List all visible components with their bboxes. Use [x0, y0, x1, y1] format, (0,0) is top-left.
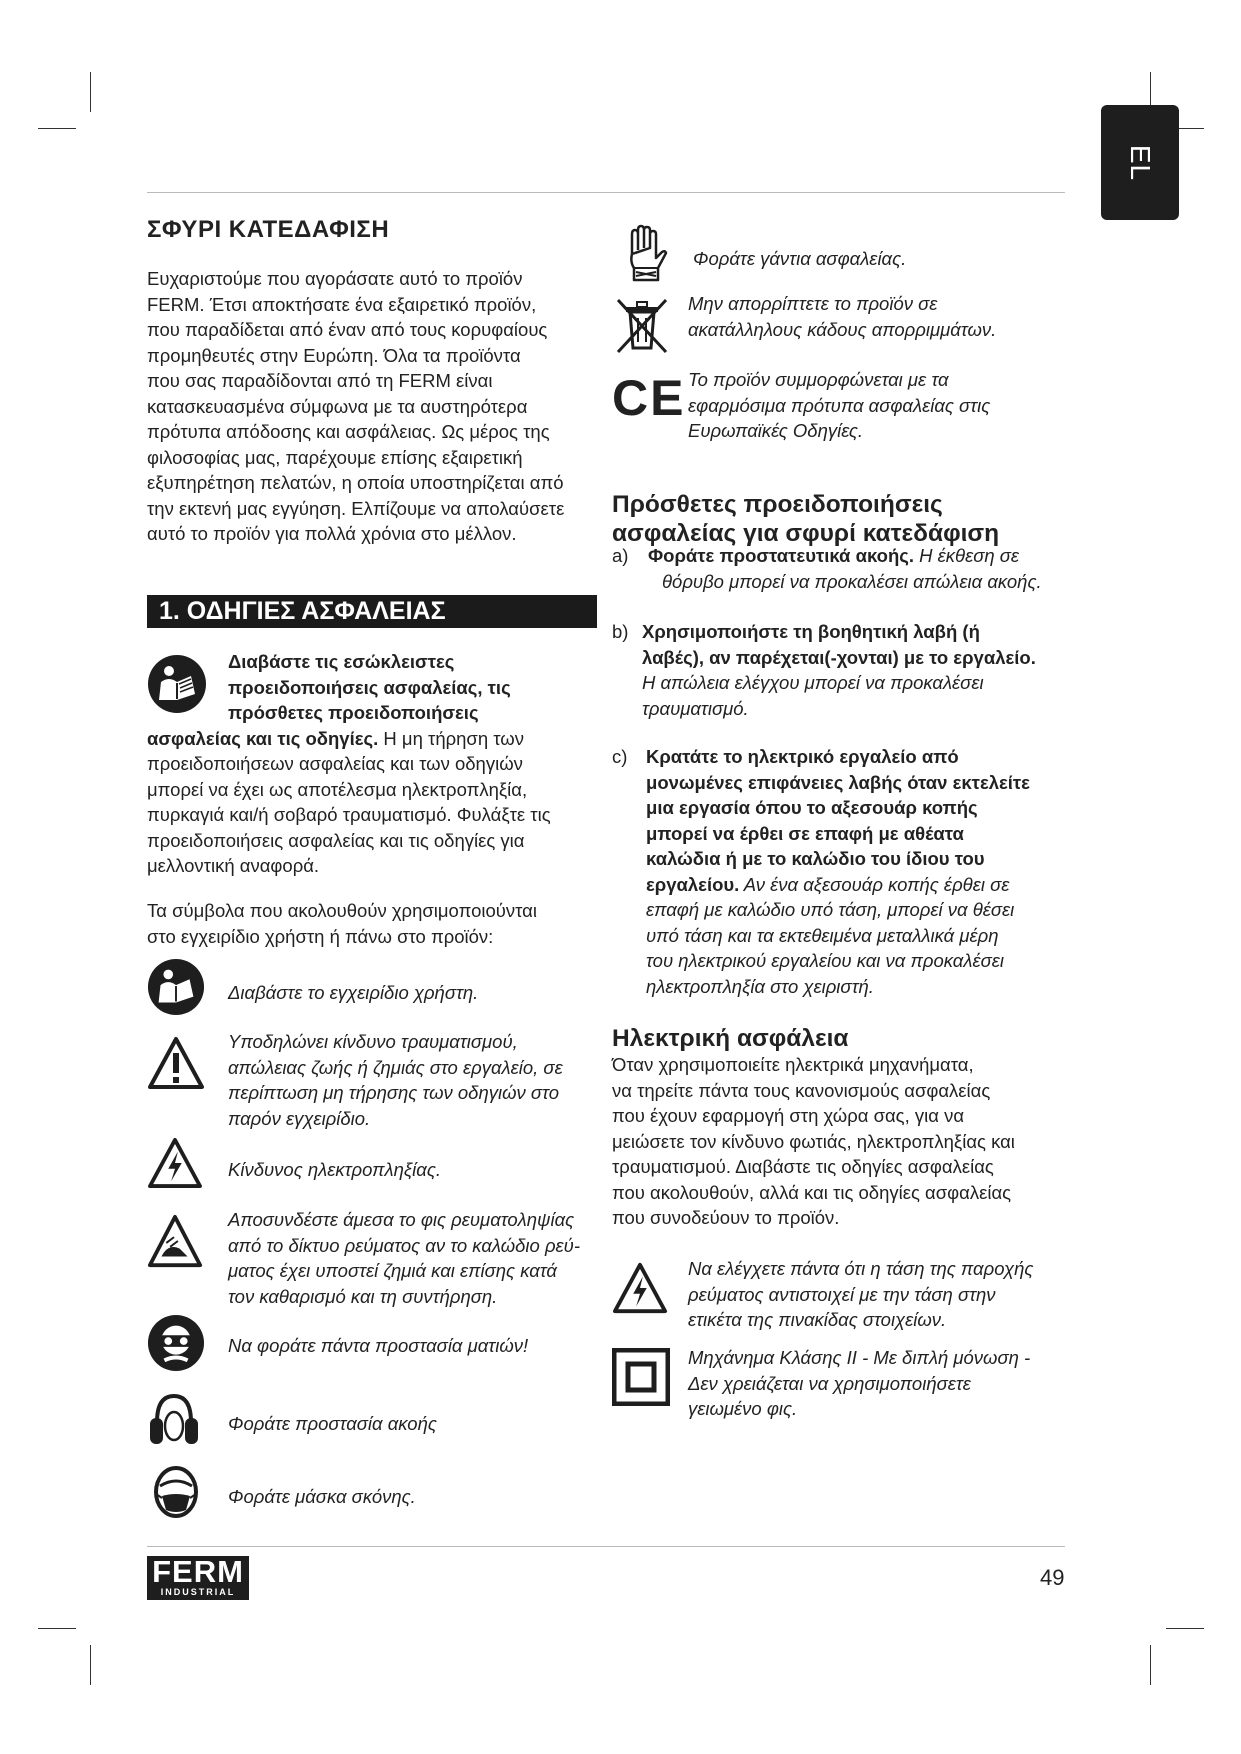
- ear-protection-icon: [147, 1392, 201, 1452]
- text-line: μειώσετε τον κίνδυνο φωτιάς, ηλεκτροπληξίας και: [612, 1130, 1015, 1152]
- text-line: Αποσυνδέστε άμεσα το φις ρευματοληψίας: [228, 1209, 575, 1230]
- logo-sub: INDUSTRIAL: [160, 1587, 236, 1597]
- text-line: Υποδηλώνει κίνδυνο τραυματισμού,: [228, 1031, 518, 1052]
- text-line: Να ελέγχετε πάντα ότι η τάση της παροχής: [688, 1258, 1034, 1279]
- electric-shock-icon: [147, 1137, 203, 1189]
- header-rule: [147, 192, 1065, 193]
- text-line: [147, 726, 607, 752]
- text-line: Η απώλεια ελέγχου μπορεί να προκαλέσει: [642, 672, 984, 693]
- text-line: που παραδίδεται από έναν από τους κορυφαίους: [147, 319, 548, 340]
- text-line: προειδοποιήσεις ασφαλείας και τις οδηγίες για: [147, 829, 525, 851]
- text-line: καλώδια ή με το καλώδιο του ίδιου του: [646, 848, 985, 869]
- dust-mask-icon: [150, 1466, 202, 1522]
- unplug-icon: [147, 1213, 203, 1269]
- text-line: τραυματισμού. Διαβάστε τις οδηγίες ασφαλείας: [612, 1156, 994, 1177]
- text-line: Πρόσθετες προειδοποιήσεις: [612, 491, 943, 518]
- crop-mark: [90, 1645, 91, 1685]
- text-line: Διαβάστε το εγχειρίδιο χρήστη.: [228, 982, 479, 1003]
- text-line: Ευχαριστούμε που αγοράσατε αυτό το προϊόν: [147, 268, 523, 289]
- text-line: που έχουν εφαρμογή στη χώρα σας, για να: [612, 1105, 965, 1126]
- symbol-shock-text: [228, 1157, 441, 1183]
- item-text: [648, 543, 1042, 594]
- page-number: 49: [1040, 1565, 1065, 1590]
- bold-span: εργαλείου.: [646, 873, 740, 895]
- crop-mark: [1150, 1645, 1151, 1685]
- text-line: πρόσθετες προειδοποιήσεις: [228, 702, 479, 723]
- text-line: Να φοράτε πάντα προστασία ματιών!: [228, 1335, 529, 1356]
- item-label: b): [612, 621, 629, 642]
- text-line: ακατάλληλους κάδους απορριμμάτων.: [688, 318, 997, 340]
- text-line: [648, 543, 1042, 569]
- symbol-ears-text: [228, 1411, 437, 1437]
- text-line: μπορεί να έρθει σε επαφή με αθέατα: [646, 822, 964, 844]
- text-line: πρότυπα απόδοσης και ασφάλειας. Ως μέρος της: [147, 421, 550, 442]
- text-line: Φοράτε μάσκα σκόνης.: [228, 1486, 416, 1507]
- text-line: προειδοποιήσεις ασφαλείας, τις: [228, 676, 511, 698]
- warning-triangle-icon: [147, 1036, 205, 1090]
- symbol-bin-text: [688, 291, 996, 342]
- text-line: απώλειας ζωής ή ζημιάς στο εργαλείο, σε: [228, 1056, 563, 1078]
- text-line: πυρκαγιά και/ή σοβαρό τραυματισμό. Φυλάξτε τις: [147, 804, 551, 825]
- warning-item-b: [612, 619, 1072, 729]
- text-line: από το δίκτυο ρεύματος αν το καλώδιο ρεύ-: [228, 1234, 581, 1256]
- text-line: ηλεκτροπληξία στο χειριστή.: [646, 975, 874, 997]
- ferm-logo: [147, 1556, 249, 1600]
- text-line: λαβές), αν παρέχεται(-χονται) με το εργαλείο.: [642, 646, 1036, 668]
- text-line: Κίνδυνος ηλεκτροπληξίας.: [228, 1159, 441, 1180]
- text-line: Όταν χρησιμοποιείτε ηλεκτρικά μηχανήματα,: [612, 1054, 974, 1075]
- text-line: του ηλεκτρικού εργαλείου και να προκαλέσει: [646, 950, 1004, 971]
- text-line: προειδοποιήσεων ασφαλείας και των οδηγιών: [147, 753, 523, 774]
- italic-span: Αν ένα αξεσουάρ κοπής έρθει σε: [739, 873, 1010, 895]
- symbol-warning-text: [228, 1029, 563, 1131]
- electrical-safety-paragraph: [612, 1052, 1082, 1231]
- symbol-gloves-text: [693, 246, 906, 272]
- text-line: ετικέτα της πινακίδας στοιχείων.: [688, 1309, 947, 1330]
- text-line: που ακολουθούν, αλλά και τις οδηγίες ασφαλείας: [612, 1181, 1012, 1203]
- text-line: μια εργασία όπου το αξεσουάρ κοπής: [646, 797, 978, 818]
- item-text: [646, 744, 1030, 999]
- symbol-unplug-text: [228, 1207, 580, 1309]
- text-line: να τηρείτε πάντα τους κανονισμούς ασφαλείας: [612, 1079, 991, 1101]
- text-line: φιλοσοφίας μας, παρέχουμε επίσης εξαιρετική: [147, 446, 523, 468]
- crop-mark: [38, 1628, 76, 1629]
- bold-span: ασφαλείας και τις οδηγίες.: [147, 727, 379, 749]
- text-line: παρόν εγχειρίδιο.: [228, 1107, 371, 1129]
- text-line: θόρυβο μπορεί να προκαλέσει απώλεια ακοής.: [662, 570, 1042, 592]
- text-line: Κρατάτε το ηλεκτρικό εργαλείο από: [646, 746, 959, 767]
- text-line: FERM. Έτσι αποκτήσατε ένα εξαιρετικό προϊόν,: [147, 293, 537, 315]
- language-tab: EL: [1101, 105, 1179, 220]
- text-line: Διαβάστε τις εσώκλειστες: [228, 651, 455, 672]
- additional-warnings-title: [612, 490, 999, 548]
- text-line: Μην απορρίπτετε το προϊόν σε: [688, 293, 938, 314]
- text-line: τραυματισμό.: [642, 697, 749, 719]
- text-line: την εκτενή μας εγγύηση. Ελπίζουμε να απολαύσετε: [147, 497, 565, 519]
- text-line: μελλοντική αναφορά.: [147, 855, 320, 876]
- text-line: Φοράτε γάντια ασφαλείας.: [693, 248, 907, 269]
- warning-item-c: [612, 744, 1072, 1004]
- text-line: ρεύματος αντιστοιχεί με την τάση στην: [688, 1283, 996, 1305]
- text-line: αυτό το προϊόν για πολλά χρόνια στο μέλλον.: [147, 523, 517, 544]
- text-line: που συνοδεύουν το προϊόν.: [612, 1207, 840, 1228]
- text-line: Τα σύμβολα που ακολουθούν χρησιμοποιούνται: [147, 900, 537, 921]
- read-warnings-paragraph: [147, 649, 607, 879]
- text-line: εφαρμόσιμα πρότυπα ασφαλείας στις: [688, 394, 991, 416]
- text-line: μονωμένες επιφάνειες λαβής όταν εκτελείτε: [646, 771, 1030, 793]
- logo-brand: FERM: [152, 1554, 244, 1589]
- symbol-manual-text: [228, 980, 478, 1006]
- text-line: ματος έχει υποστεί ζημιά και επίσης κατά: [228, 1260, 557, 1281]
- crop-mark: [90, 72, 91, 112]
- text-line: εξυπηρέτηση πελατών, η οποία υποστηρίζεται από: [147, 472, 564, 493]
- text-line: που σας παραδίδονται από τη FERM είναι: [147, 370, 493, 391]
- symbols-intro: [147, 898, 607, 949]
- section-title: 1. ΟΔΗΓΙΕΣ ΑΣΦΑΛΕΙΑΣ: [147, 595, 597, 628]
- text-line: στο εγχειρίδιο χρήστη ή πάνω στο προϊόν:: [147, 925, 494, 947]
- symbol-voltage-text: [688, 1256, 1033, 1333]
- item-label: a): [612, 545, 629, 566]
- text-line: επαφή με καλώδιο υπό τάση, μπορεί να θέσει: [646, 899, 1015, 920]
- class-2-double-insulation-icon: [612, 1348, 670, 1406]
- symbol-eyes-text: [228, 1333, 528, 1359]
- text-line: υπό τάση και τα εκτεθειμένα μεταλλικά μέρη: [646, 924, 999, 946]
- text-line: Δεν χρειάζεται να χρησιμοποιήσετε: [688, 1372, 971, 1394]
- electrical-safety-title: Ηλεκτρική ασφάλεια: [612, 1025, 849, 1052]
- text-line: περίπτωση μη τήρησης των οδηγιών στο: [228, 1082, 559, 1103]
- text-line: μπορεί να έχει ως αποτέλεσμα ηλεκτροπληξία,: [147, 778, 528, 800]
- text-line: προμηθευτές στην Ευρώπη. Όλα τα προϊόντα: [147, 344, 521, 366]
- symbol-class2-text: [688, 1345, 1030, 1422]
- safety-gloves-icon: [622, 224, 670, 284]
- intro-paragraph: [147, 266, 607, 547]
- crop-mark: [38, 128, 76, 129]
- voltage-warning-icon: [612, 1261, 668, 1315]
- text-line: Μηχάνημα Κλάσης ΙΙ - Με διπλή μόνωση -: [688, 1347, 1031, 1368]
- ce-mark-icon: CE: [612, 370, 686, 426]
- text-line: τον καθαρισμό και τη συντήρηση.: [228, 1285, 498, 1307]
- page-title: ΣΦΥΡΙ ΚΑΤΕΔΑΦΙΣΗ: [147, 216, 390, 243]
- symbol-mask-text: [228, 1484, 416, 1510]
- text-line: Ευρωπαϊκές Οδηγίες.: [688, 420, 863, 441]
- text-line: κατασκευασμένα σύμφωνα με τα αυστηρότερα: [147, 395, 528, 417]
- item-text: [642, 619, 1036, 721]
- read-manual-icon: [147, 958, 205, 1016]
- text-span: Η μη τήρηση των: [378, 727, 525, 749]
- text-line: ασφαλείας για σφυρί κατεδάφιση: [612, 520, 1000, 547]
- italic-span: Η έκθεση σε: [914, 545, 1020, 566]
- text-line: Το προϊόν συμμορφώνεται με τα: [688, 369, 949, 390]
- warning-item-a: [612, 543, 1072, 599]
- symbol-ce-text: [688, 367, 990, 444]
- text-line: [646, 872, 1030, 898]
- text-line: Χρησιμοποιήστε τη βοηθητική λαβή (ή: [642, 621, 980, 642]
- crop-mark: [1166, 1628, 1204, 1629]
- recycle-bin-crossed-icon: [614, 296, 670, 356]
- item-label: c): [612, 746, 628, 767]
- eye-protection-icon: [147, 1314, 205, 1372]
- text-line: γειωμένο φις.: [688, 1398, 798, 1419]
- bold-span: Φοράτε προστατευτικά ακοής.: [648, 545, 915, 566]
- text-line: Φοράτε προστασία ακοής: [228, 1413, 437, 1434]
- footer-rule: [147, 1546, 1065, 1547]
